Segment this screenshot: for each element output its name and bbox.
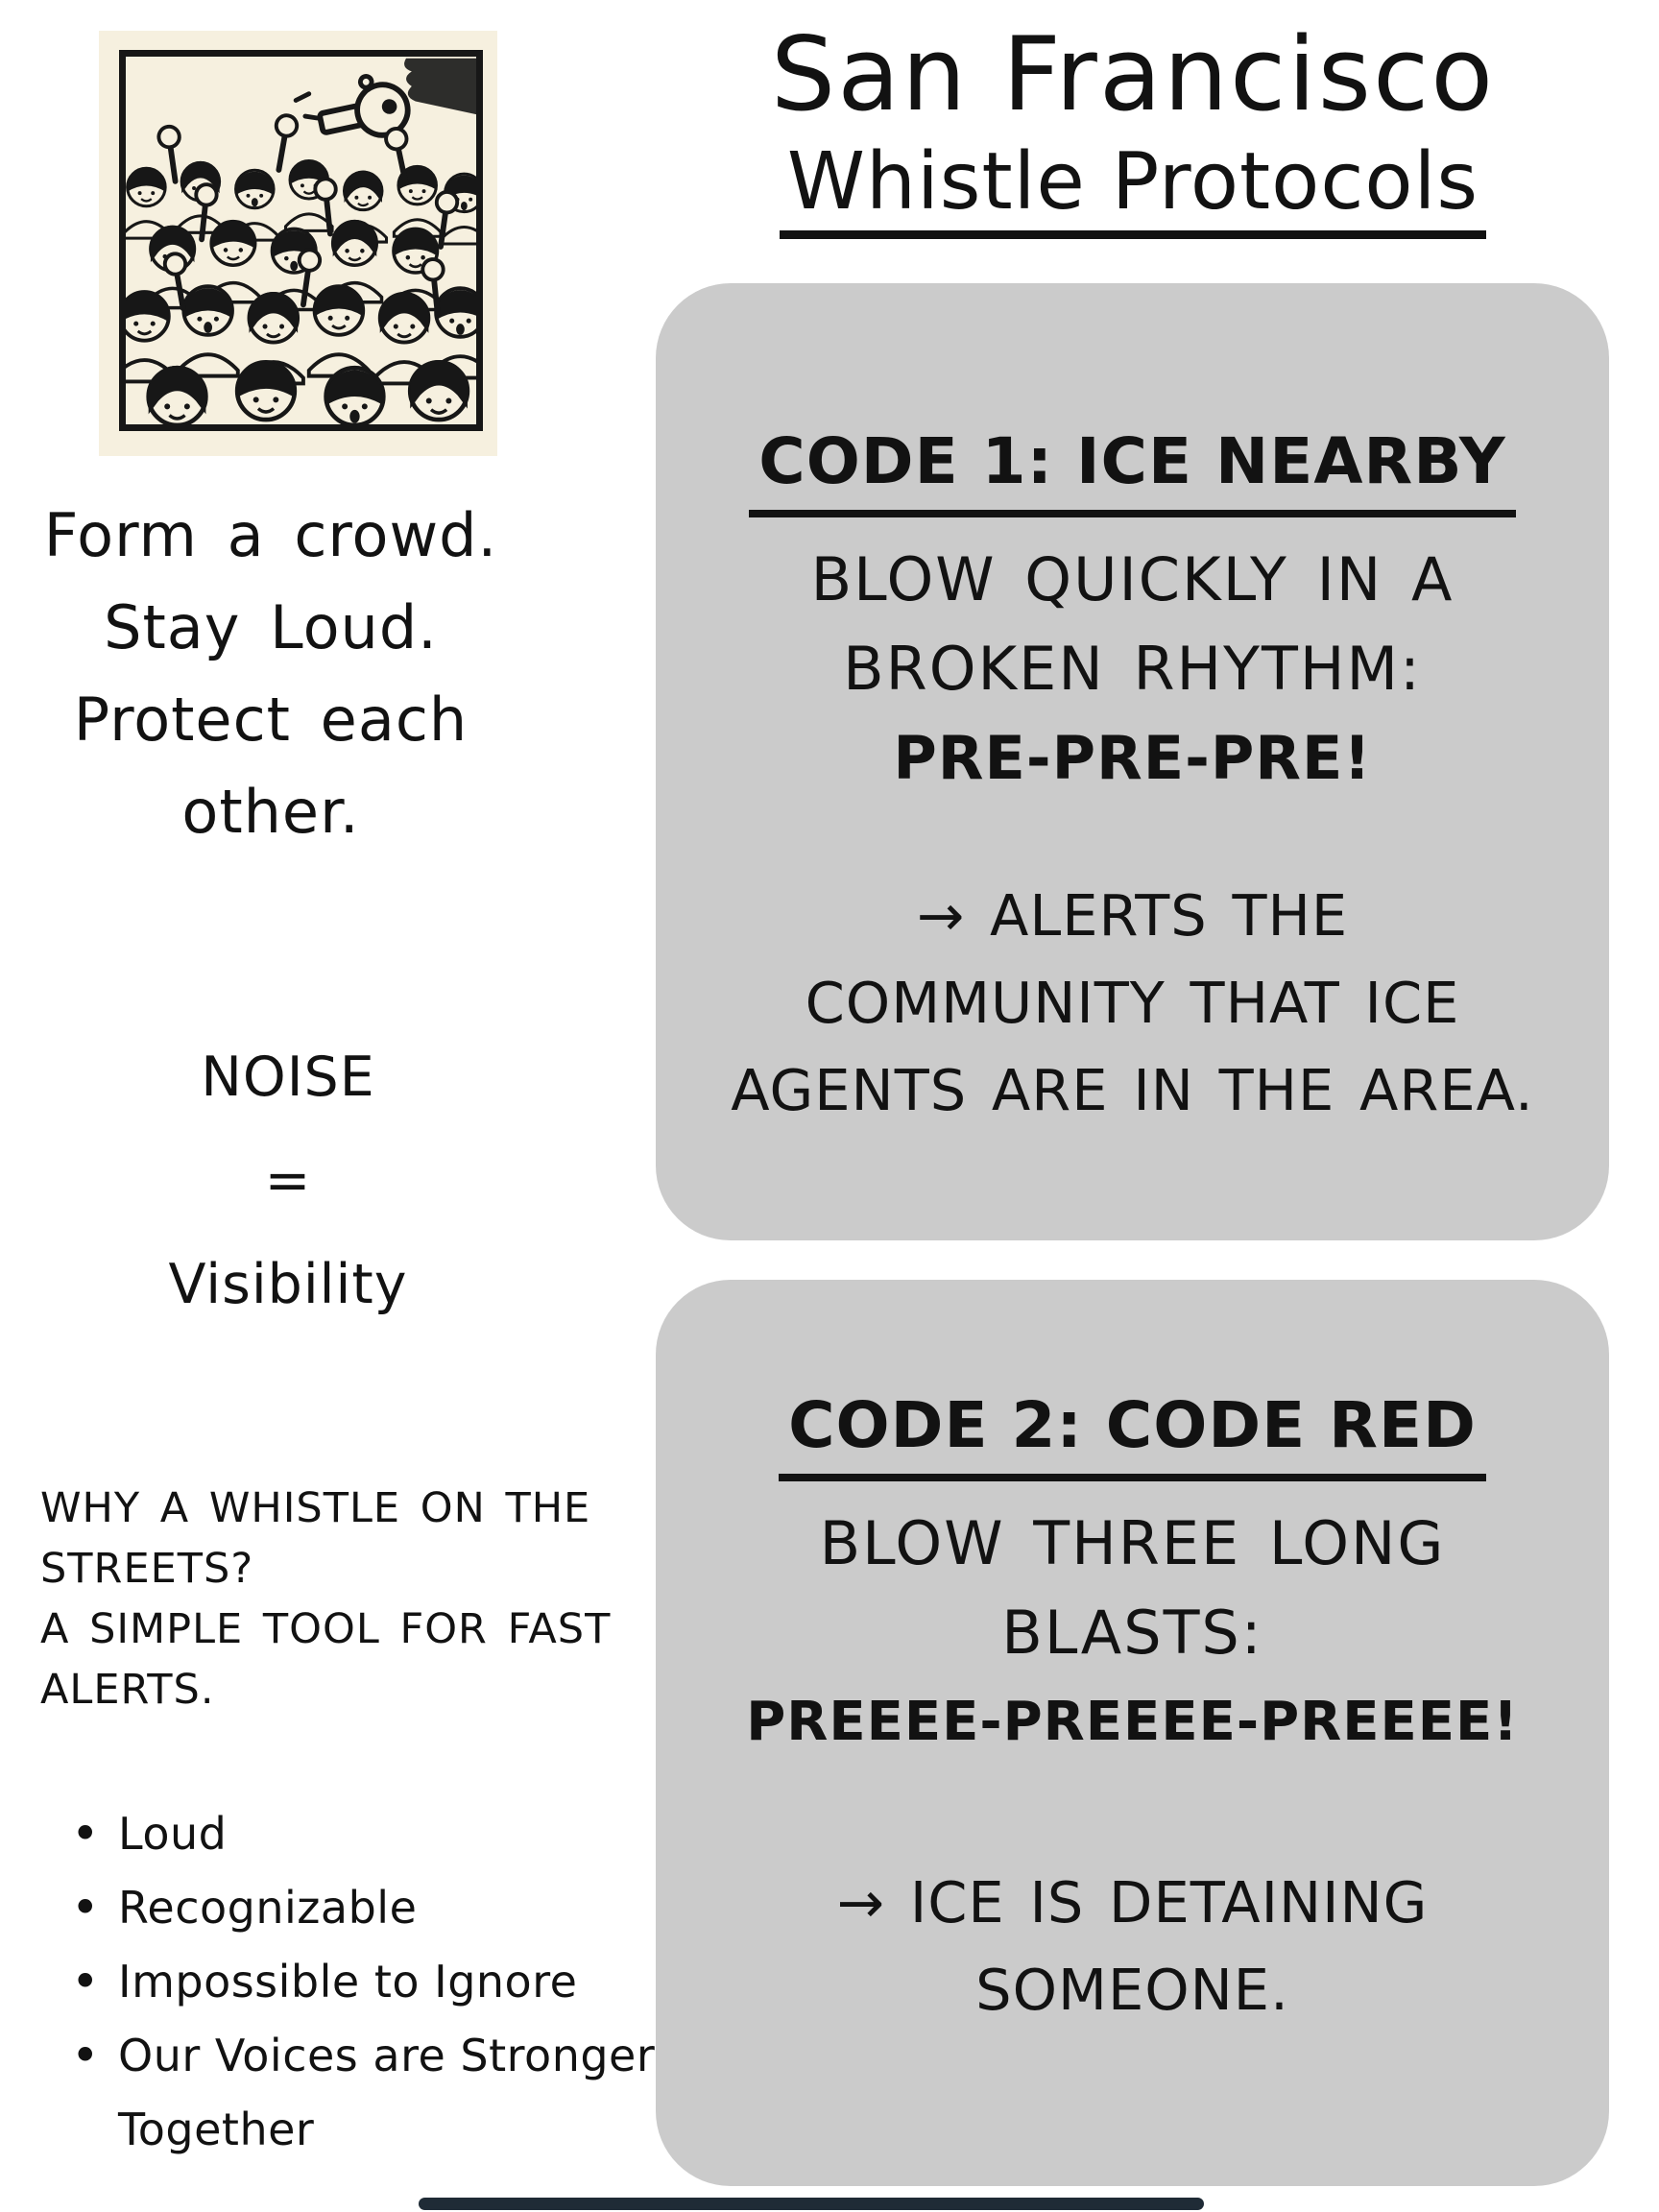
why-line: WHY A WHISTLE ON THE — [40, 1484, 591, 1532]
code1-whistle-pattern: PRE-PRE-PRE! — [893, 723, 1372, 793]
list-item: • Impossible to Ignore — [46, 1945, 661, 2019]
code1-line: BLOW QUICKLY IN A — [810, 544, 1455, 614]
page-subtitle: Whistle Protocols — [780, 138, 1486, 239]
slogan-line: Form a crowd. — [43, 500, 498, 570]
crowd-illustration — [99, 31, 497, 456]
code1-heading: CODE 1: ICE NEARBY — [749, 423, 1515, 517]
why-whistle-text — [40, 1479, 674, 1720]
crowd-whistle-drawing — [126, 57, 476, 424]
code2-whistle-pattern: PREEEE-PREEEE-PREEEE! — [746, 1691, 1519, 1753]
page-title-block — [662, 17, 1603, 239]
code2-heading: CODE 2: CODE RED — [779, 1387, 1486, 1481]
code2-line: BLASTS: — [1001, 1598, 1263, 1668]
equation-line: Visibility — [168, 1253, 408, 1316]
code2-line: BLOW THREE LONG — [819, 1508, 1446, 1578]
code2-result-line: → ICE IS DETAINING — [836, 1869, 1429, 1936]
list-item: • Loud — [46, 1797, 661, 1871]
code1-box — [656, 283, 1609, 1240]
code1-result-line: AGENTS ARE IN THE AREA. — [731, 1057, 1534, 1123]
code2-box — [656, 1280, 1609, 2186]
whistle-benefits-list — [46, 1797, 661, 2167]
code2-heading-row — [656, 1387, 1609, 1481]
code1-instructions — [656, 535, 1609, 803]
home-indicator[interactable] — [419, 2198, 1204, 2210]
slogan-line: other. — [181, 777, 360, 847]
slogan-line: Protect each — [73, 685, 469, 755]
illustration-frame — [119, 50, 483, 431]
list-item: • Our Voices are Stronger Together — [46, 2019, 661, 2167]
code2-result — [656, 1859, 1609, 2033]
crowd-figures — [126, 114, 476, 424]
why-line: ALERTS. — [40, 1666, 215, 1714]
code1-result-line: COMMUNITY THAT ICE — [805, 970, 1460, 1036]
code1-line: BROKEN RHYTHM: — [843, 634, 1422, 704]
code2-instructions — [656, 1499, 1609, 1767]
code1-result — [656, 872, 1609, 1134]
equation-line: NOISE — [201, 1046, 375, 1109]
page-title: San Francisco — [770, 15, 1496, 133]
slogan-line: Stay Loud. — [104, 592, 438, 662]
code1-result-line: → ALERTS THE — [916, 882, 1349, 949]
code1-heading-row — [656, 423, 1609, 517]
list-item: • Recognizable — [46, 1871, 661, 1945]
slogan-text — [35, 490, 507, 858]
equation-line: = — [264, 1149, 312, 1213]
noise-equation — [58, 1025, 518, 1336]
why-line: STREETS? — [40, 1545, 254, 1593]
code2-result-line: SOMEONE. — [975, 1957, 1289, 2023]
why-line: A SIMPLE TOOL FOR FAST — [40, 1605, 612, 1653]
